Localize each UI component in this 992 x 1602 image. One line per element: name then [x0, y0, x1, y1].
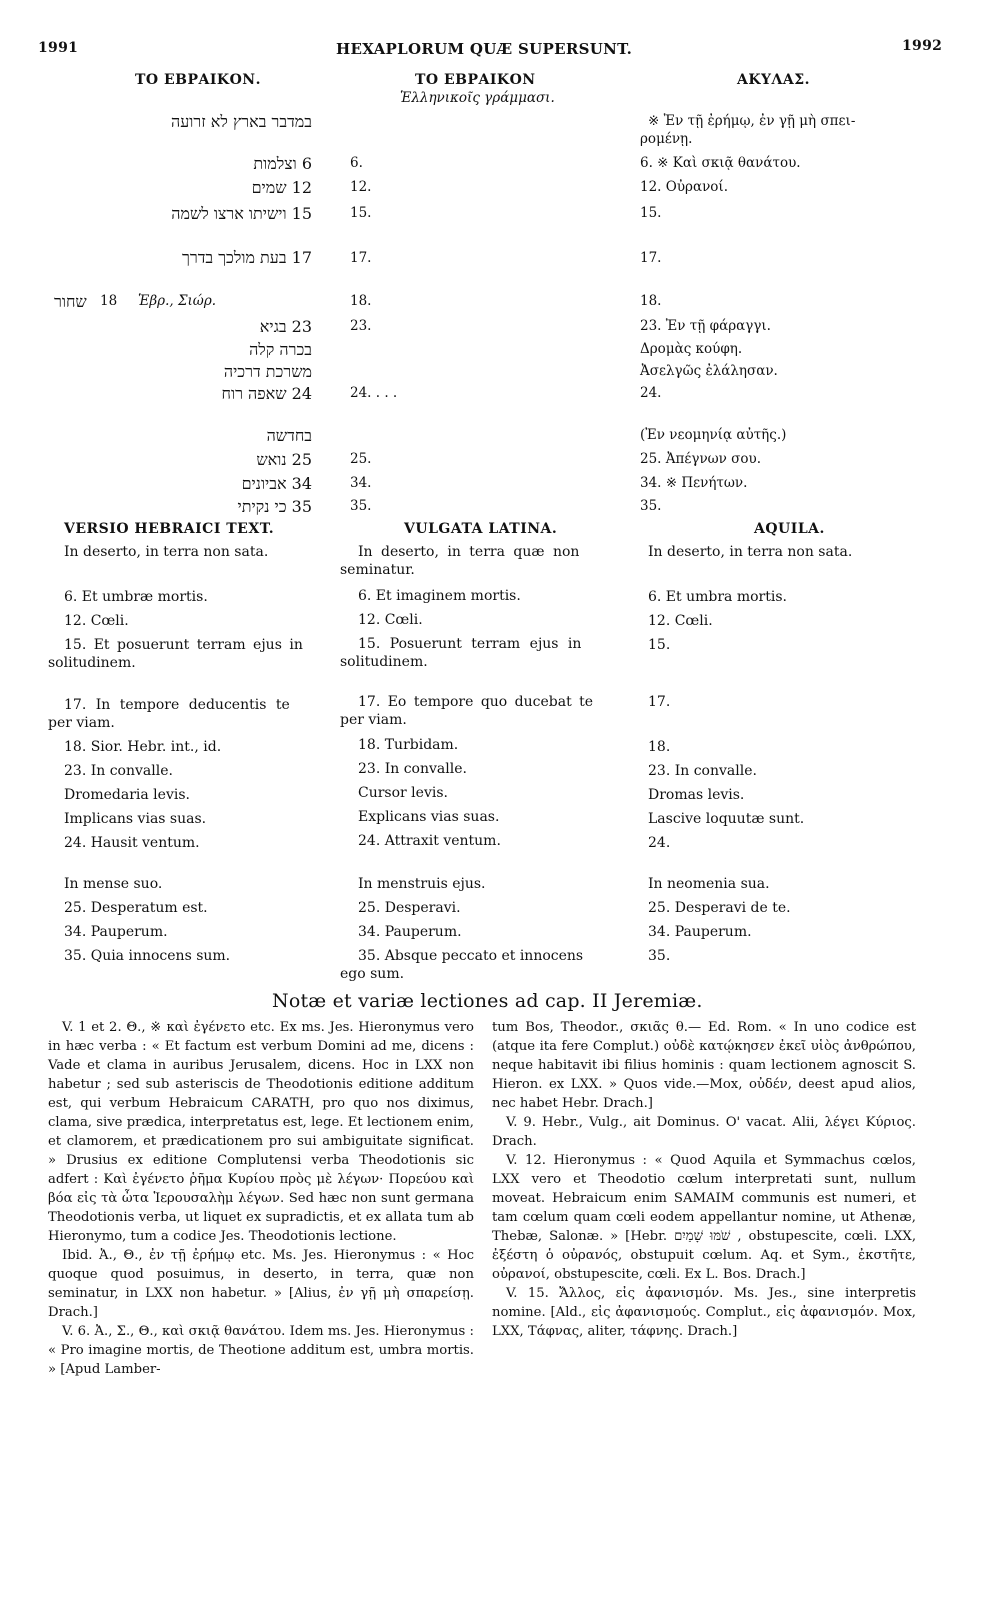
- hebrew-cell: בחדשה: [266, 426, 312, 445]
- hebrew-cell: 17 בעת מולכך בדרך: [181, 248, 312, 267]
- aquila-cell: ※ Ἐν τῇ ἐρήμῳ, ἐν γῇ μὴ σπει-: [648, 113, 856, 129]
- transliteration-cell: 24. . . .: [350, 385, 398, 401]
- versio-column-title: VERSIO HEBRAICI TEXT.: [64, 521, 275, 537]
- aquila-cell: 17.: [640, 250, 662, 266]
- vulgata-cell-cont: seminatur.: [340, 562, 415, 578]
- vulgata-cell: 23. In convalle.: [358, 761, 467, 777]
- versio-cell-cont: per viam.: [48, 715, 115, 731]
- vulgata-cell: 17. Eo tempore quo ducebat te: [358, 694, 594, 710]
- versio-cell: 6. Et umbræ mortis.: [64, 589, 208, 605]
- transliteration-cell: 17.: [350, 250, 372, 266]
- versio-cell: Dromedaria levis.: [64, 787, 190, 803]
- note-paragraph: Ibid. Ἀ., Θ., ἐν τῇ ἐρήμῳ etc. Ms. Jes. Hieronymus : « Hoc quoque quod posuimus, in deserto, in terra, quæ non seminatur, in LXX non habetur. » [Alius, ἐν γῇ μὴ σπαρείσῃ. Drach.]: [48, 1248, 474, 1320]
- aquila-cell: 24.: [640, 385, 662, 401]
- notes-title: Notæ et variæ lectiones ad cap. II Jeremiæ.: [272, 990, 703, 1012]
- note-paragraph: V. 9. Hebr., Vulg., ait Dominus. Ο' vacat. Alii, λέγει Κύριος. Drach.: [492, 1115, 916, 1149]
- transliteration-cell: 12.: [350, 179, 372, 195]
- versio-cell: 24. Hausit ventum.: [64, 835, 200, 851]
- aquila-cell: 35.: [640, 498, 662, 514]
- aquila-latin-cell: 18.: [648, 739, 671, 755]
- aquila-latin-cell: 24.: [648, 835, 671, 851]
- transliteration-cell: 6.: [350, 155, 363, 171]
- vulgata-cell: 15. Posuerunt terram ejus in: [358, 636, 582, 652]
- versio-cell: 18. Sior. Hebr. int., id.: [64, 739, 222, 755]
- page-number-left: 1991: [38, 40, 79, 56]
- vulgata-cell: In deserto, in terra quæ non: [358, 544, 580, 560]
- aquila-latin-cell: 25. Desperavi de te.: [648, 900, 791, 916]
- vulgata-cell: 24. Attraxit ventum.: [358, 833, 501, 849]
- aquila-latin-column-title: AQUILA.: [754, 521, 825, 537]
- aquila-cell: Δρομὰς κούφη.: [640, 341, 743, 357]
- hebrew-cell: 15 וישיתו ארצו לשמה: [171, 204, 312, 223]
- note-paragraph: V. 15. Ἄλλος, εἰς ἀφανισμόν. Ms. Jes., sine interpretis nomine. [Ald., εἰς ἀφανισμούς. Complut., εἰς ἀφανισμόν. Mox, LXX, Τάφνας, aliter, τάφνης. Drach.]: [492, 1286, 916, 1339]
- versio-cell: 25. Desperatum est.: [64, 900, 208, 916]
- hebrew-cell: במדבר בארץ לא זרועה: [171, 112, 312, 131]
- versio-cell-cont: solitudinem.: [48, 655, 136, 671]
- running-title: HEXAPLORUM QUÆ SUPERSUNT.: [336, 40, 633, 58]
- vulgata-cell: 34. Pauperum.: [358, 924, 462, 940]
- aquila-cell: 12. Οὐρανοί.: [640, 179, 729, 195]
- vulgata-cell: 12. Cœli.: [358, 612, 423, 628]
- transliteration-cell: 34.: [350, 475, 372, 491]
- hebrew-cell: 12 שמים: [251, 178, 312, 197]
- hebrew-cell: 34 אביונים: [241, 474, 312, 493]
- hebrew-cell: 24 שאפה רוח: [221, 384, 312, 403]
- versio-cell: Implicans vias suas.: [64, 811, 207, 827]
- vulgata-cell-cont: per viam.: [340, 712, 407, 728]
- versio-cell: 12. Cœli.: [64, 613, 129, 629]
- vulgata-cell-cont: solitudinem.: [340, 654, 428, 670]
- versio-cell: In deserto, in terra non sata.: [64, 544, 269, 560]
- aquila-latin-cell: 6. Et umbra mortis.: [648, 589, 787, 605]
- aquila-cell: 23. Ἐν τῇ φάραγγι.: [640, 318, 771, 334]
- hebrew-cell-note: Ἑβρ., Σιώρ.: [138, 293, 217, 309]
- vulgata-cell-cont: ego sum.: [340, 966, 405, 982]
- versio-cell: 35. Quia innocens sum.: [64, 948, 231, 964]
- vulgata-column-title: VULGATA LATINA.: [404, 521, 558, 537]
- vulgata-cell: 18. Turbidam.: [358, 737, 459, 753]
- vulgata-cell: 6. Et imaginem mortis.: [358, 588, 521, 604]
- aquila-latin-cell: 23. In convalle.: [648, 763, 757, 779]
- hebrew-cell: משרכת דרכיה: [223, 362, 312, 381]
- hebrew-cell: 23 בגיא: [259, 317, 312, 336]
- note-paragraph: tum Bos, Theodor., σκιᾶς θ.— Ed. Rom. « In uno codice est (atque ita fere Complut.) οὐδὲ κατῴκησεν ἐκεῖ υἱὸς ἀνθρώπου, neque habitavit ibi filius hominis : quam lectionem agnoscit S. Hieron. ex LXX. » Quos vide.—Mox, οὐδέν, deest apud alios, nec habet Hebr. Drach.]: [492, 1020, 916, 1111]
- vulgata-cell: In menstruis ejus.: [358, 876, 486, 892]
- hebrew-cell: 6 וצלמות: [253, 154, 312, 173]
- aquila-latin-cell: Dromas levis.: [648, 787, 745, 803]
- aquila-latin-cell: 15.: [648, 637, 671, 653]
- transliteration-cell: 25.: [350, 451, 372, 467]
- vulgata-cell: Explicans vias suas.: [358, 809, 500, 825]
- page-number-right: 1992: [902, 38, 943, 54]
- vulgata-cell: 35. Absque peccato et innocens: [358, 948, 584, 964]
- transliteration-cell: 15.: [350, 205, 372, 221]
- aquila-cell-cont: ρομένῃ.: [640, 131, 693, 147]
- hebrew-cell: בכרה קלה: [249, 340, 312, 359]
- versio-cell: 34. Pauperum.: [64, 924, 168, 940]
- versio-cell: 15. Et posuerunt terram ejus in: [64, 637, 303, 653]
- aquila-latin-cell: 35.: [648, 948, 671, 964]
- vulgata-cell: Cursor levis.: [358, 785, 448, 801]
- aquila-latin-cell: Lascive loquutæ sunt.: [648, 811, 805, 827]
- aquila-latin-cell: In neomenia sua.: [648, 876, 770, 892]
- hebrew-cell: 25 נואש: [256, 450, 312, 469]
- versio-cell: In mense suo.: [64, 876, 163, 892]
- aquila-cell: 18.: [640, 293, 662, 309]
- notes-right-column: [492, 1018, 916, 1341]
- note-paragraph: V. 12. Hieronymus : « Quod Aquila et Symmachus cœlos, LXX vero et Theodotio cœlum interpretati sunt, nullum moveat. Hebraicum enim SAMAIM communis est numeri, et tam cœlum quam cœli eodem appellantur nomine, ut Athenæ, Thebæ, Salonæ. » [Hebr. שֹׁמּוּ שָׁמַיִם , obstupescite, cœli. LXX, ἐξέστη ὁ οὐρανός, obstupuit cœlum. Aq. et Sym., ἐκστῆτε, οὐρανοί, obstupescite, cœli. Ex L. Bos. Drach.]: [492, 1153, 917, 1282]
- transliteration-cell: 35.: [350, 498, 372, 514]
- vulgata-cell: 25. Desperavi.: [358, 900, 461, 916]
- transliteration-column-title: ΤΟ ΕΒΡΑΙΚΟΝ: [415, 72, 536, 88]
- aquila-cell: 15.: [640, 205, 662, 221]
- hebrew-column-title: ΤΟ ΕΒΡΑΙΚΟΝ.: [135, 72, 261, 88]
- aquila-latin-cell: In deserto, in terra non sata.: [648, 544, 853, 560]
- aquila-cell: 6. ※ Καὶ σκιᾷ θανάτου.: [640, 155, 801, 171]
- aquila-column-title: ΑΚΥΛΑΣ.: [737, 72, 811, 88]
- hebrew-cell: שחור: [54, 292, 87, 311]
- transliteration-cell: 23.: [350, 318, 372, 334]
- aquila-cell: 34. ※ Πενήτων.: [640, 475, 748, 491]
- aquila-latin-cell: 12. Cœli.: [648, 613, 713, 629]
- transliteration-cell: 18.: [350, 293, 372, 309]
- aquila-latin-cell: 34. Pauperum.: [648, 924, 752, 940]
- aquila-cell: 25. Ἀπέγνων σου.: [640, 451, 761, 467]
- note-paragraph: V. 6. Ἀ., Σ., Θ., καὶ σκιᾷ θανάτου. Idem ms. Jes. Hieronymus : « Pro imagine mortis, de Theotione additum est, umbra mortis. » [Apud Lamber-: [48, 1324, 474, 1377]
- note-paragraph: V. 1 et 2. Θ., ※ καὶ ἐγένετο etc. Ex ms. Jes. Hieronymus vero in hæc verba : « Et factum est verbum Domini ad me, dicens : Vade et clama in auribus Jerusalem, dicens. Hoc in LXX non habetur ; sed sub asteriscis de Theodotionis editione additum est, qui verbum Hebraicum CARATH, pro quo nos diximus, clama, sive prædica, interpretatus est, lege. Et lectionem enim, et clamorem, et prædicationem pro sui ambiguitate significat. » Drusius ex editione Complutensi verba Theodotionis sic adfert : Καὶ ἐγένετο ῥῆμα Κυρίου πρὸς μὲ λέγων· Πορεύου καὶ βόα εἰς τὰ ὦτα Ἱερουσαλὴμ λέγων. Sed hæc non sunt germana Theodotionis verba, ut liquet ex supradictis, et ex allata tum ab Hieronymo, tum a codice Jes. Theodotionis lectione.: [48, 1020, 474, 1244]
- aquila-cell: Ἀσελγῶς ἐλάλησαν.: [640, 363, 778, 379]
- hebrew-cell: 35 כי נקיתי: [237, 497, 312, 516]
- hebrew-cell-number: 18: [100, 293, 118, 309]
- transliteration-column-subtitle: Ἑλληνικοῖς γράμμασι.: [400, 90, 555, 106]
- versio-cell: 23. In convalle.: [64, 763, 173, 779]
- aquila-latin-cell: 17.: [648, 694, 671, 710]
- notes-left-column: [48, 1018, 474, 1379]
- versio-cell: 17. In tempore deducentis te: [64, 697, 290, 713]
- aquila-cell: (Ἐν νεομηνίᾳ αὐτῆς.): [640, 427, 787, 443]
